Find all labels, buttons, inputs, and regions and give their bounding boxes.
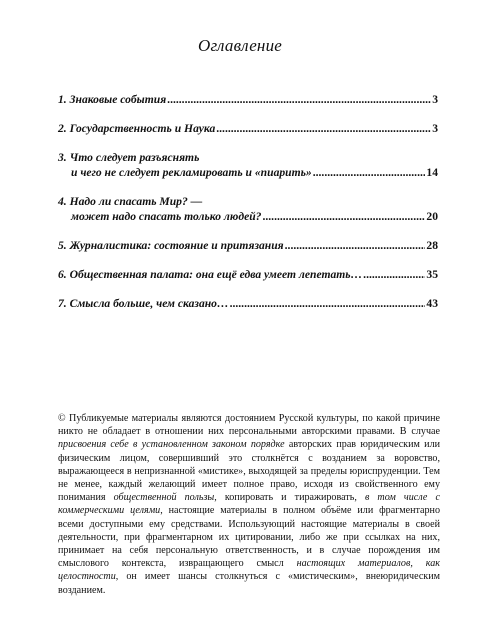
toc-page-number: 3: [432, 122, 438, 135]
notice-italic-text: присвоения себе в установленном законом порядке: [58, 439, 285, 451]
toc-page-number: 35: [426, 268, 438, 281]
toc-entry-6[interactable]: [58, 267, 438, 282]
notice-text: , настоящие материалы в полном объёме или фрагментарно всеми доступными ему средствами. Использующий настоящие материалы в своей деятельности, при фрагментарном их цитировании, либо же при ссылках на них, принимает на себя персональную ответственность, и в случае порождения им смыслового контекста, извращающего смысл: [58, 505, 440, 570]
toc-title: Смысла больше, чем сказано…: [69, 297, 229, 310]
toc-title-continuation: может надо спасать только людей?: [71, 210, 262, 223]
toc-entry-5[interactable]: [58, 238, 438, 253]
notice-text: авторских прав юридическим или физическим лицом, совершивший это столкнётся с возданием за воровство, выражающееся в непризнанной «мистике», выходящей за пределы юриспруденции. Тем не менее, каждый желающий имеет полное право, исходя из свойственного ему понимания: [58, 439, 441, 504]
toc-entry-1[interactable]: [58, 92, 438, 107]
toc-leader-dots: [216, 121, 431, 136]
toc-entry-4[interactable]: [58, 194, 438, 224]
toc-number: 6.: [58, 268, 67, 281]
toc-title: Государственность и Наука: [69, 122, 216, 135]
notice-text: Публикуемые материалы являются достоянием Русской культуры, по какой причине никто не обладает в отношении них персональными авторскими правами. В случае: [58, 413, 440, 438]
toc-entry-2[interactable]: [58, 121, 438, 136]
toc-number: 3.: [58, 151, 67, 164]
toc-leader-dots: [262, 209, 425, 224]
toc-page-number: 14: [426, 166, 438, 179]
copyright-notice: [58, 412, 440, 597]
toc-leader-dots: [285, 238, 426, 253]
copyright-symbol: ©: [58, 413, 66, 424]
toc-number: 1.: [58, 93, 67, 106]
toc-number: 2.: [58, 122, 67, 135]
toc-page-number: 28: [426, 239, 438, 252]
notice-italic-text: настоящих материалов, как целостности: [58, 558, 440, 583]
toc-entry-3[interactable]: [58, 150, 438, 180]
notice-text: , копировать и тиражировать,: [214, 492, 357, 504]
table-of-contents: [58, 92, 438, 311]
notice-italic-text: в том числе с коммерческими целями: [58, 492, 440, 517]
toc-number: 7.: [58, 297, 67, 310]
toc-number: 4.: [58, 195, 67, 208]
toc-title-continuation: и чего не следует рекламировать и «пиарить»: [71, 166, 312, 179]
toc-page-number: 3: [432, 93, 438, 106]
toc-leader-dots: [230, 296, 426, 311]
notice-text: , он имеет шансы столкнуться с «мистическим», внеюридическим возданием.: [58, 571, 440, 596]
toc-page-number: 43: [426, 297, 438, 310]
toc-leader-dots: [313, 165, 426, 180]
toc-title: Надо ли спасать Мир? —: [69, 195, 203, 208]
toc-title: Что следует разъяснять: [69, 151, 200, 164]
toc-title: Общественная палата: она ещё едва умеет лепетать…: [69, 268, 363, 281]
toc-page-number: 20: [426, 210, 438, 223]
page-title: Оглавление: [197, 36, 283, 55]
toc-leader-dots: [167, 92, 431, 107]
notice-italic-text: общественной пользы: [113, 492, 215, 504]
toc-title: Знаковые события: [69, 93, 167, 106]
toc-title: Журналистика: состояние и притязания: [69, 239, 284, 252]
toc-number: 5.: [58, 239, 67, 252]
toc-leader-dots: [363, 267, 425, 282]
toc-entry-7[interactable]: [58, 296, 438, 311]
